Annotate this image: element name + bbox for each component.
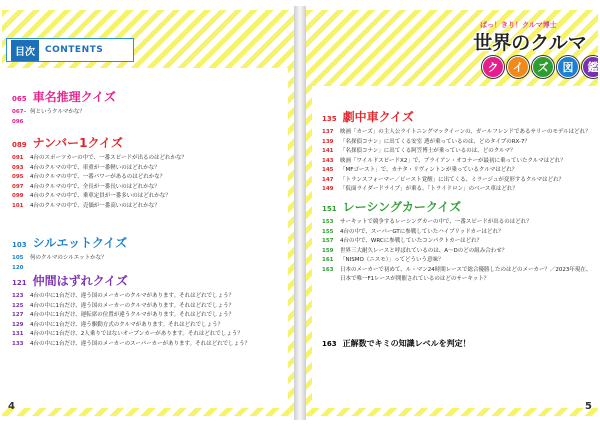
- logo-quiz-char: 図: [557, 56, 579, 78]
- toc-item[interactable]: [12, 173, 284, 183]
- toc-item-text: サーキットで競争するレーシングカーの中で、一番スピードが出るのはどれ？: [340, 219, 532, 225]
- toc-item-text: 「名探偵コナン」に出てくる安室 透が乗っているのは、どのタイプのRX-7？: [340, 138, 531, 145]
- section-title: 仲間はずれクイズ: [32, 274, 128, 288]
- toc-item-text: 「名探偵コナン」に出てくる阿笠博士が乗っているのは、どのクルマ？: [340, 148, 516, 154]
- section-page-number: 151: [322, 205, 337, 213]
- toc-item-text: 4台の中に1台だけ、運転席の位置が違うクルマがあります。それはどれでしょう？: [30, 312, 235, 318]
- toc-item[interactable]: [12, 164, 284, 174]
- section-title: レーシングカークイズ: [342, 200, 462, 214]
- contents-label: CONTENTS: [45, 45, 104, 55]
- logo-quiz-char: 鑑: [582, 56, 598, 78]
- toc-item-text: 4台の中に1台だけ、2人乗りではないオープンカーがあります。それはどれでしょう？: [30, 331, 243, 337]
- toc-item-page: 145: [322, 167, 334, 173]
- section-page-number: 065: [12, 95, 27, 103]
- toc-item[interactable]: [322, 237, 594, 247]
- page-number-right: 5: [585, 401, 592, 412]
- toc-item-page: 133: [12, 340, 24, 347]
- section-heading[interactable]: [322, 198, 594, 215]
- toc-item[interactable]: [12, 202, 284, 212]
- toc-item-page: 105 120: [12, 255, 24, 271]
- toc-item-text: 世界三大耐久レースと呼ばれているのは、A～Dのどの組み合わせ？: [340, 247, 508, 254]
- toc-item-text: 「MFゴースト」で、カナタ・リヴィントンが乗っているクルマはどれ？: [340, 167, 518, 173]
- toc-section: [322, 108, 594, 195]
- toc-item[interactable]: [12, 340, 284, 350]
- logo-title: 世界のクルマ: [473, 32, 587, 54]
- toc-item-page: 099: [12, 193, 24, 199]
- logo-quiz-char: ズ: [532, 56, 554, 78]
- toc-item[interactable]: [322, 138, 594, 148]
- section-title: 正解数でキミの知識レベルを判定！: [342, 339, 471, 348]
- toc-item[interactable]: [322, 166, 594, 176]
- section-title: ナンバー1クイズ: [32, 136, 123, 150]
- toc-item-text: 「トランスフォーマー／ビースト覚醒」に出てくる、ミラージュが変形するクルマはどれ？: [340, 176, 565, 183]
- toc-item-text: 「仮面ライダードライブ」が乗る、「トライドロン」のベース車はどれ？: [340, 186, 518, 192]
- toc-item[interactable]: [322, 247, 594, 257]
- toc-item[interactable]: [12, 292, 284, 302]
- toc-item-page: 125: [12, 302, 24, 309]
- toc-item-page: 137: [322, 129, 334, 135]
- toc-item-page: 153: [322, 219, 334, 225]
- toc-item[interactable]: [322, 128, 594, 138]
- toc-item-text: 4台のクルマの中で、乗車定員が一番多いのはどれかな？: [30, 193, 171, 199]
- section-title: 劇中車クイズ: [342, 110, 414, 124]
- section-page-number: 103: [12, 241, 27, 249]
- toc-item-page: 157: [322, 238, 334, 244]
- toc-item-text: 4台の中で、WRCに参戦していたコンパクトカーはどれ？: [340, 238, 483, 244]
- toc-item[interactable]: [322, 228, 594, 238]
- toc-item-text: 4台のクルマの中で、売価が一番高いのはどれかな？: [30, 202, 160, 209]
- toc-item[interactable]: [12, 183, 284, 193]
- left-page: [2, 10, 294, 416]
- toc-item[interactable]: [322, 256, 594, 266]
- toc-item-page: 097: [12, 183, 24, 190]
- toc-item[interactable]: [12, 311, 284, 321]
- toc-item-page: 163: [322, 266, 334, 273]
- toc-item-page: 141: [322, 148, 334, 154]
- toc-section: [322, 198, 594, 285]
- toc-item[interactable]: [322, 185, 594, 195]
- section-heading[interactable]: [12, 234, 284, 251]
- toc-item-text: 4台のスポーツカーの中で、一番スピードが出るのはどれかな？: [30, 155, 187, 161]
- toc-item-page: 159: [322, 247, 334, 254]
- book-gutter: [294, 6, 306, 420]
- section-page-number: 121: [12, 279, 27, 287]
- toc-item-page: 155: [322, 228, 334, 235]
- section-page-number: 135: [322, 115, 337, 123]
- toc-item-page: 091: [12, 155, 24, 161]
- toc-item[interactable]: [12, 154, 284, 164]
- section-title: 車名推理クイズ: [32, 90, 116, 104]
- section-page-number: 089: [12, 141, 27, 149]
- toc-item-text: 映画「ワイルドスピードX2」で、ブライアン・オコナーが最初に乗っていたクルマはどれ？: [340, 157, 566, 164]
- logo-subtitle: ぱっ！きり！クルマ博士: [480, 21, 557, 29]
- contents-tag: 目次: [11, 40, 39, 61]
- toc-item[interactable]: [12, 108, 284, 127]
- toc-section: [12, 134, 284, 211]
- toc-item-text: 何というクルマかな？: [30, 109, 85, 115]
- book-logo: [470, 18, 598, 84]
- toc-item-page: 139: [322, 138, 334, 145]
- toc-item-page: 123: [12, 293, 24, 299]
- toc-item-text: 4台の中に1台だけ、違う国のメーカーのクルマがあります。それはどれでしょう？: [30, 302, 235, 309]
- section-heading[interactable]: [322, 108, 594, 125]
- toc-item[interactable]: [322, 176, 594, 186]
- toc-item-text: 日本のメーカーで初めて、ル・マン24時間レースで総合優勝したのはどのメーカー？／2023年現在、日本で唯一F1レースが開催されているのはどのサーキット？: [340, 266, 592, 282]
- toc-item-text: 4台の中で、スーパーGTに参戦していたハイブリッドカーはどれ？: [340, 228, 504, 235]
- toc-section: [12, 88, 284, 127]
- section-page-number: 163: [322, 340, 337, 348]
- contents-header: [6, 38, 134, 62]
- toc-item-text: 4台の中に1台だけ、違う国のメーカーのクルマがあります。それはどれでしょう？: [30, 293, 235, 299]
- toc-item-text: 4台の中に1台だけ、違う国のメーカーのスーパーカーがあります。それはどれでしょう？: [30, 340, 251, 347]
- right-page: [306, 10, 598, 416]
- toc-item-text: 何のクルマのシルエットかな？: [30, 255, 107, 261]
- toc-item-page: 143: [322, 157, 334, 164]
- toc-item-text: 4台のクルマの中で、全長が一番長いのはどれかな？: [30, 183, 160, 190]
- logo-quiz-bubbles: [482, 56, 598, 78]
- toc-item-page: 161: [322, 257, 334, 263]
- toc-item-page: 095: [12, 174, 24, 180]
- toc-item-text: 映画「カーズ」の主人公ライトニングマックイーンの、ガールフレンドであるサリーのモデルはどれ？: [340, 129, 591, 135]
- toc-section: [12, 272, 284, 349]
- toc-item-text: 4台のクルマの中で、一番パワーがあるのはどれかな？: [30, 174, 166, 180]
- toc-item-text: 4台のクルマの中で、車重が一番軽いのはどれかな？: [30, 164, 160, 171]
- toc-item-page: 093: [12, 164, 24, 171]
- toc-section: [322, 338, 594, 352]
- toc-item[interactable]: [12, 192, 284, 202]
- toc-item[interactable]: [12, 330, 284, 340]
- toc-item[interactable]: [322, 266, 594, 285]
- section-title: シルエットクイズ: [32, 236, 128, 250]
- toc-section: [12, 234, 284, 273]
- section-heading[interactable]: [12, 88, 284, 105]
- toc-item-page: 127: [12, 312, 24, 318]
- toc-item[interactable]: [12, 321, 284, 331]
- toc-item-text: 4台の中に1台だけ、違う駆動方式のクルマがあります。それはどれでしょう？: [30, 321, 224, 328]
- logo-quiz-char: イ: [507, 56, 529, 78]
- logo-quiz-char: ク: [482, 56, 504, 78]
- toc-item-page: 129: [12, 321, 24, 328]
- page-number-left: 4: [8, 401, 15, 412]
- section-heading[interactable]: [12, 134, 284, 151]
- toc-item-page: 147: [322, 176, 334, 183]
- section-heading[interactable]: [322, 338, 594, 349]
- toc-item[interactable]: [322, 218, 594, 228]
- toc-item[interactable]: [322, 157, 594, 167]
- toc-item[interactable]: [12, 254, 284, 273]
- section-heading[interactable]: [12, 272, 284, 289]
- toc-item-text: 「NISMO（ニスモ）」ってどういう意味？: [340, 257, 444, 263]
- toc-item[interactable]: [322, 147, 594, 157]
- toc-item-page: 067–096: [12, 109, 27, 125]
- toc-item-page: 131: [12, 331, 24, 337]
- toc-item-page: 149: [322, 186, 334, 192]
- toc-item-page: 101: [12, 202, 24, 209]
- toc-item[interactable]: [12, 302, 284, 312]
